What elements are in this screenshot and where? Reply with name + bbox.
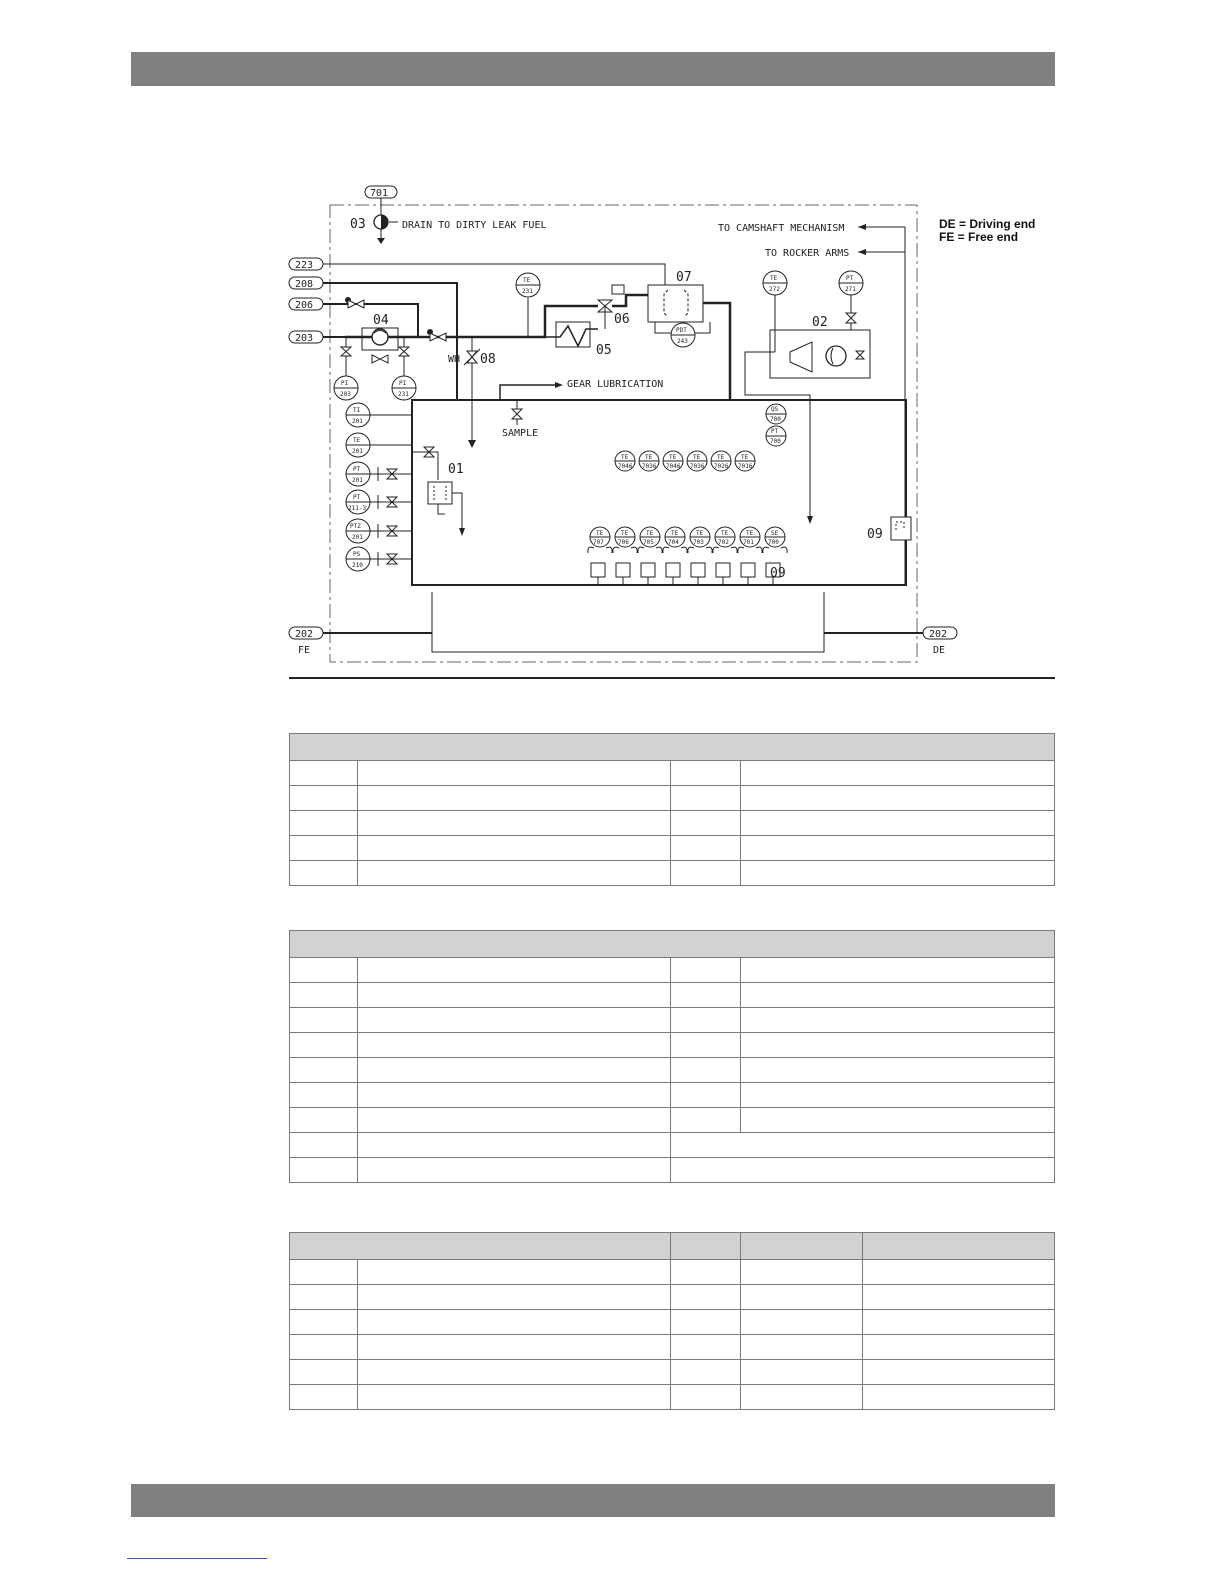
svg-text:707: 707	[593, 539, 604, 546]
svg-text:TE: TE	[770, 275, 778, 282]
svg-text:7026: 7026	[714, 463, 729, 470]
connection-203	[289, 331, 345, 344]
cylinder-instrument-bubble	[615, 527, 635, 547]
svg-text:201: 201	[352, 448, 363, 455]
bearing-te-bubble	[663, 451, 683, 471]
table-row	[290, 761, 1055, 786]
table-row	[290, 983, 1055, 1008]
rocker-line	[765, 248, 905, 259]
svg-text:202: 202	[295, 629, 314, 640]
svg-text:208: 208	[295, 279, 314, 290]
bearing-te-bubble	[615, 451, 635, 471]
svg-text:271: 271	[845, 286, 856, 293]
cylinder-box	[641, 563, 655, 577]
svg-text:TE: TE	[746, 530, 754, 537]
table-1-header	[290, 734, 1055, 761]
svg-text:09: 09	[867, 527, 883, 542]
svg-text:TO ROCKER ARMS: TO ROCKER ARMS	[765, 248, 850, 259]
legend-fe: FE = Free end	[939, 230, 1019, 244]
svg-text:202: 202	[929, 629, 948, 640]
cylinder-symbol	[688, 547, 712, 553]
table-row	[290, 1033, 1055, 1058]
svg-text:7046: 7046	[618, 463, 633, 470]
svg-text:7036: 7036	[690, 463, 705, 470]
svg-text:203: 203	[295, 333, 314, 344]
svg-text:TE: TE	[721, 530, 729, 537]
svg-text:201: 201	[352, 418, 363, 425]
svg-text:7046: 7046	[666, 463, 681, 470]
cylinder-instrument-row	[588, 527, 787, 585]
table-2-header	[290, 931, 1055, 958]
svg-text:PI: PI	[399, 380, 407, 387]
svg-text:TE: TE	[621, 530, 629, 537]
legend-de: DE = Driving end	[939, 217, 1036, 231]
svg-text:TE: TE	[646, 530, 654, 537]
table-row	[290, 958, 1055, 983]
svg-text:TE: TE	[596, 530, 604, 537]
legend	[939, 218, 1035, 244]
bearing-te-bubble	[735, 451, 755, 471]
lubricating-oil-system-diagram	[0, 0, 1224, 700]
svg-text:210: 210	[352, 562, 363, 569]
svg-text:702: 702	[718, 539, 729, 546]
connection-701	[365, 186, 397, 215]
table-row	[290, 1310, 1055, 1335]
cylinder-symbol	[663, 547, 687, 553]
svg-text:09: 09	[770, 566, 786, 581]
svg-text:243: 243	[677, 338, 688, 345]
svg-text:PT: PT	[771, 428, 779, 435]
svg-text:206: 206	[295, 300, 314, 311]
table-row	[290, 1158, 1055, 1183]
svg-text:201: 201	[352, 534, 363, 541]
cylinder-symbol	[713, 547, 737, 553]
svg-text:231: 231	[522, 288, 533, 295]
table-3	[289, 1232, 1055, 1410]
svg-text:04: 04	[373, 313, 389, 328]
svg-text:7016: 7016	[738, 463, 753, 470]
table-row	[290, 1360, 1055, 1385]
svg-text:203: 203	[340, 391, 351, 398]
cylinder-instrument-bubble	[665, 527, 685, 547]
connection-202-fe	[289, 627, 432, 656]
svg-text:PT: PT	[353, 494, 361, 501]
connection-223	[289, 258, 665, 285]
pi-203-branch	[341, 337, 351, 376]
svg-text:DE: DE	[933, 645, 946, 656]
svg-text:TO CAMSHAFT MECHANISM: TO CAMSHAFT MECHANISM	[718, 223, 845, 234]
svg-text:SAMPLE: SAMPLE	[502, 428, 539, 439]
bearing-te-bubble	[711, 451, 731, 471]
cylinder-symbol	[763, 547, 787, 553]
table-row	[290, 1108, 1055, 1133]
svg-text:201: 201	[352, 477, 363, 484]
table-row	[290, 1385, 1055, 1410]
svg-text:700: 700	[768, 539, 779, 546]
table-row	[290, 786, 1055, 811]
svg-text:QS: QS	[771, 406, 779, 413]
svg-text:DRAIN TO DIRTY LEAK FUEL: DRAIN TO DIRTY LEAK FUEL	[402, 220, 547, 231]
table-2	[289, 930, 1055, 1183]
svg-text:TE: TE	[645, 454, 653, 461]
instrument-pi-231	[392, 376, 416, 400]
table-row	[290, 836, 1055, 861]
table-1	[289, 733, 1055, 886]
table-row	[290, 1285, 1055, 1310]
component-05-cooler	[546, 322, 612, 358]
cylinder-symbol	[738, 547, 762, 553]
svg-text:GEAR LUBRICATION: GEAR LUBRICATION	[567, 379, 664, 390]
cylinder-symbol	[638, 547, 662, 553]
component-02-pump	[745, 295, 870, 524]
instrument-te-201	[346, 433, 370, 457]
svg-text:TE: TE	[696, 530, 704, 537]
svg-text:7036: 7036	[642, 463, 657, 470]
svg-text:03: 03	[350, 217, 366, 232]
instrument-pt-700	[766, 426, 786, 446]
svg-text:TE: TE	[621, 454, 629, 461]
cylinder-instrument-bubble	[690, 527, 710, 547]
svg-text:PI: PI	[341, 380, 349, 387]
pi-231-branch	[399, 337, 409, 376]
left-instrument-branches	[370, 415, 412, 559]
instrument-pt-211-3	[346, 490, 370, 514]
svg-text:706: 706	[618, 539, 629, 546]
table-row	[290, 1058, 1055, 1083]
svg-text:02: 02	[812, 315, 828, 330]
connection-206	[289, 297, 418, 336]
svg-text:PS: PS	[353, 551, 361, 558]
svg-text:TE: TE	[671, 530, 679, 537]
cylinder-box	[666, 563, 680, 577]
bearing-te-bubble	[687, 451, 707, 471]
bottom-return-line	[432, 592, 824, 652]
svg-text:PT: PT	[353, 466, 361, 473]
instrument-pt-271	[839, 271, 863, 295]
cylinder-instrument-bubble	[765, 527, 785, 547]
table-row	[290, 1083, 1055, 1108]
cylinder-instrument-bubble	[715, 527, 735, 547]
cylinder-box	[691, 563, 705, 577]
table-row	[290, 1335, 1055, 1360]
svg-text:WH: WH	[448, 354, 461, 365]
svg-text:TE: TE	[741, 454, 749, 461]
table-row	[290, 1133, 1055, 1158]
svg-text:272: 272	[769, 286, 780, 293]
svg-text:TE: TE	[693, 454, 701, 461]
svg-text:TI: TI	[353, 407, 361, 414]
table-row	[290, 1008, 1055, 1033]
bearing-temperature-row	[615, 451, 755, 471]
svg-text:PDT: PDT	[676, 327, 687, 334]
cylinder-symbol	[613, 547, 637, 553]
cylinder-symbol	[588, 547, 612, 553]
table-row	[290, 861, 1055, 886]
svg-text:703: 703	[693, 539, 704, 546]
svg-text:223: 223	[295, 260, 314, 271]
svg-text:700: 700	[770, 438, 781, 445]
table-3-header	[290, 1233, 671, 1260]
svg-text:07: 07	[676, 270, 692, 285]
table-row	[290, 811, 1055, 836]
svg-text:PTZ: PTZ	[350, 523, 361, 530]
component-08-valve	[448, 337, 496, 448]
table-row	[290, 1260, 1055, 1285]
svg-text:211-3: 211-3	[348, 505, 367, 512]
svg-text:700: 700	[770, 416, 781, 423]
component-03-drain	[350, 215, 547, 244]
svg-text:PT: PT	[846, 275, 854, 282]
component-09-unit	[867, 517, 911, 542]
svg-text:06: 06	[614, 312, 630, 327]
instrument-pdt-243	[671, 323, 695, 347]
svg-text:704: 704	[668, 539, 679, 546]
instrument-pt-201	[346, 462, 370, 486]
cylinder-box	[716, 563, 730, 577]
footer-link-underline	[127, 1558, 267, 1559]
instrument-pi-203	[334, 376, 358, 400]
engine-block	[412, 400, 906, 585]
instrument-ptz-201	[346, 519, 370, 543]
component-01-filter	[412, 447, 465, 536]
section-divider	[289, 677, 1055, 679]
footer-bar	[131, 1484, 1055, 1517]
instrument-te-272	[763, 271, 787, 295]
left-instrument-valves	[378, 467, 397, 566]
svg-text:08: 08	[480, 352, 496, 367]
cylinder-box	[741, 563, 755, 577]
svg-text:705: 705	[643, 539, 654, 546]
sample-valve	[502, 400, 538, 439]
svg-text:SE: SE	[771, 530, 779, 537]
connection-202-de	[824, 627, 957, 656]
svg-text:701: 701	[743, 539, 754, 546]
cylinder-instrument-bubble	[740, 527, 760, 547]
svg-text:FE: FE	[298, 645, 311, 656]
svg-text:701: 701	[370, 188, 389, 199]
engine-boundary-frame	[330, 205, 917, 662]
instrument-te-231	[516, 273, 540, 297]
instrument-ps-210	[346, 547, 370, 571]
cylinder-instrument-bubble	[590, 527, 610, 547]
svg-text:05: 05	[596, 343, 612, 358]
svg-text:TE: TE	[669, 454, 677, 461]
svg-text:231: 231	[398, 391, 409, 398]
cylinder-instrument-bubble	[640, 527, 660, 547]
camshaft-line	[718, 223, 905, 234]
svg-text:01: 01	[448, 462, 464, 477]
cylinder-box	[591, 563, 605, 577]
svg-text:TE: TE	[717, 454, 725, 461]
cylinder-box	[616, 563, 630, 577]
bearing-te-bubble	[639, 451, 659, 471]
svg-text:TE: TE	[523, 277, 531, 284]
instrument-ti-201	[346, 403, 370, 427]
svg-text:TE: TE	[353, 437, 361, 444]
instrument-qs-700	[766, 404, 786, 424]
